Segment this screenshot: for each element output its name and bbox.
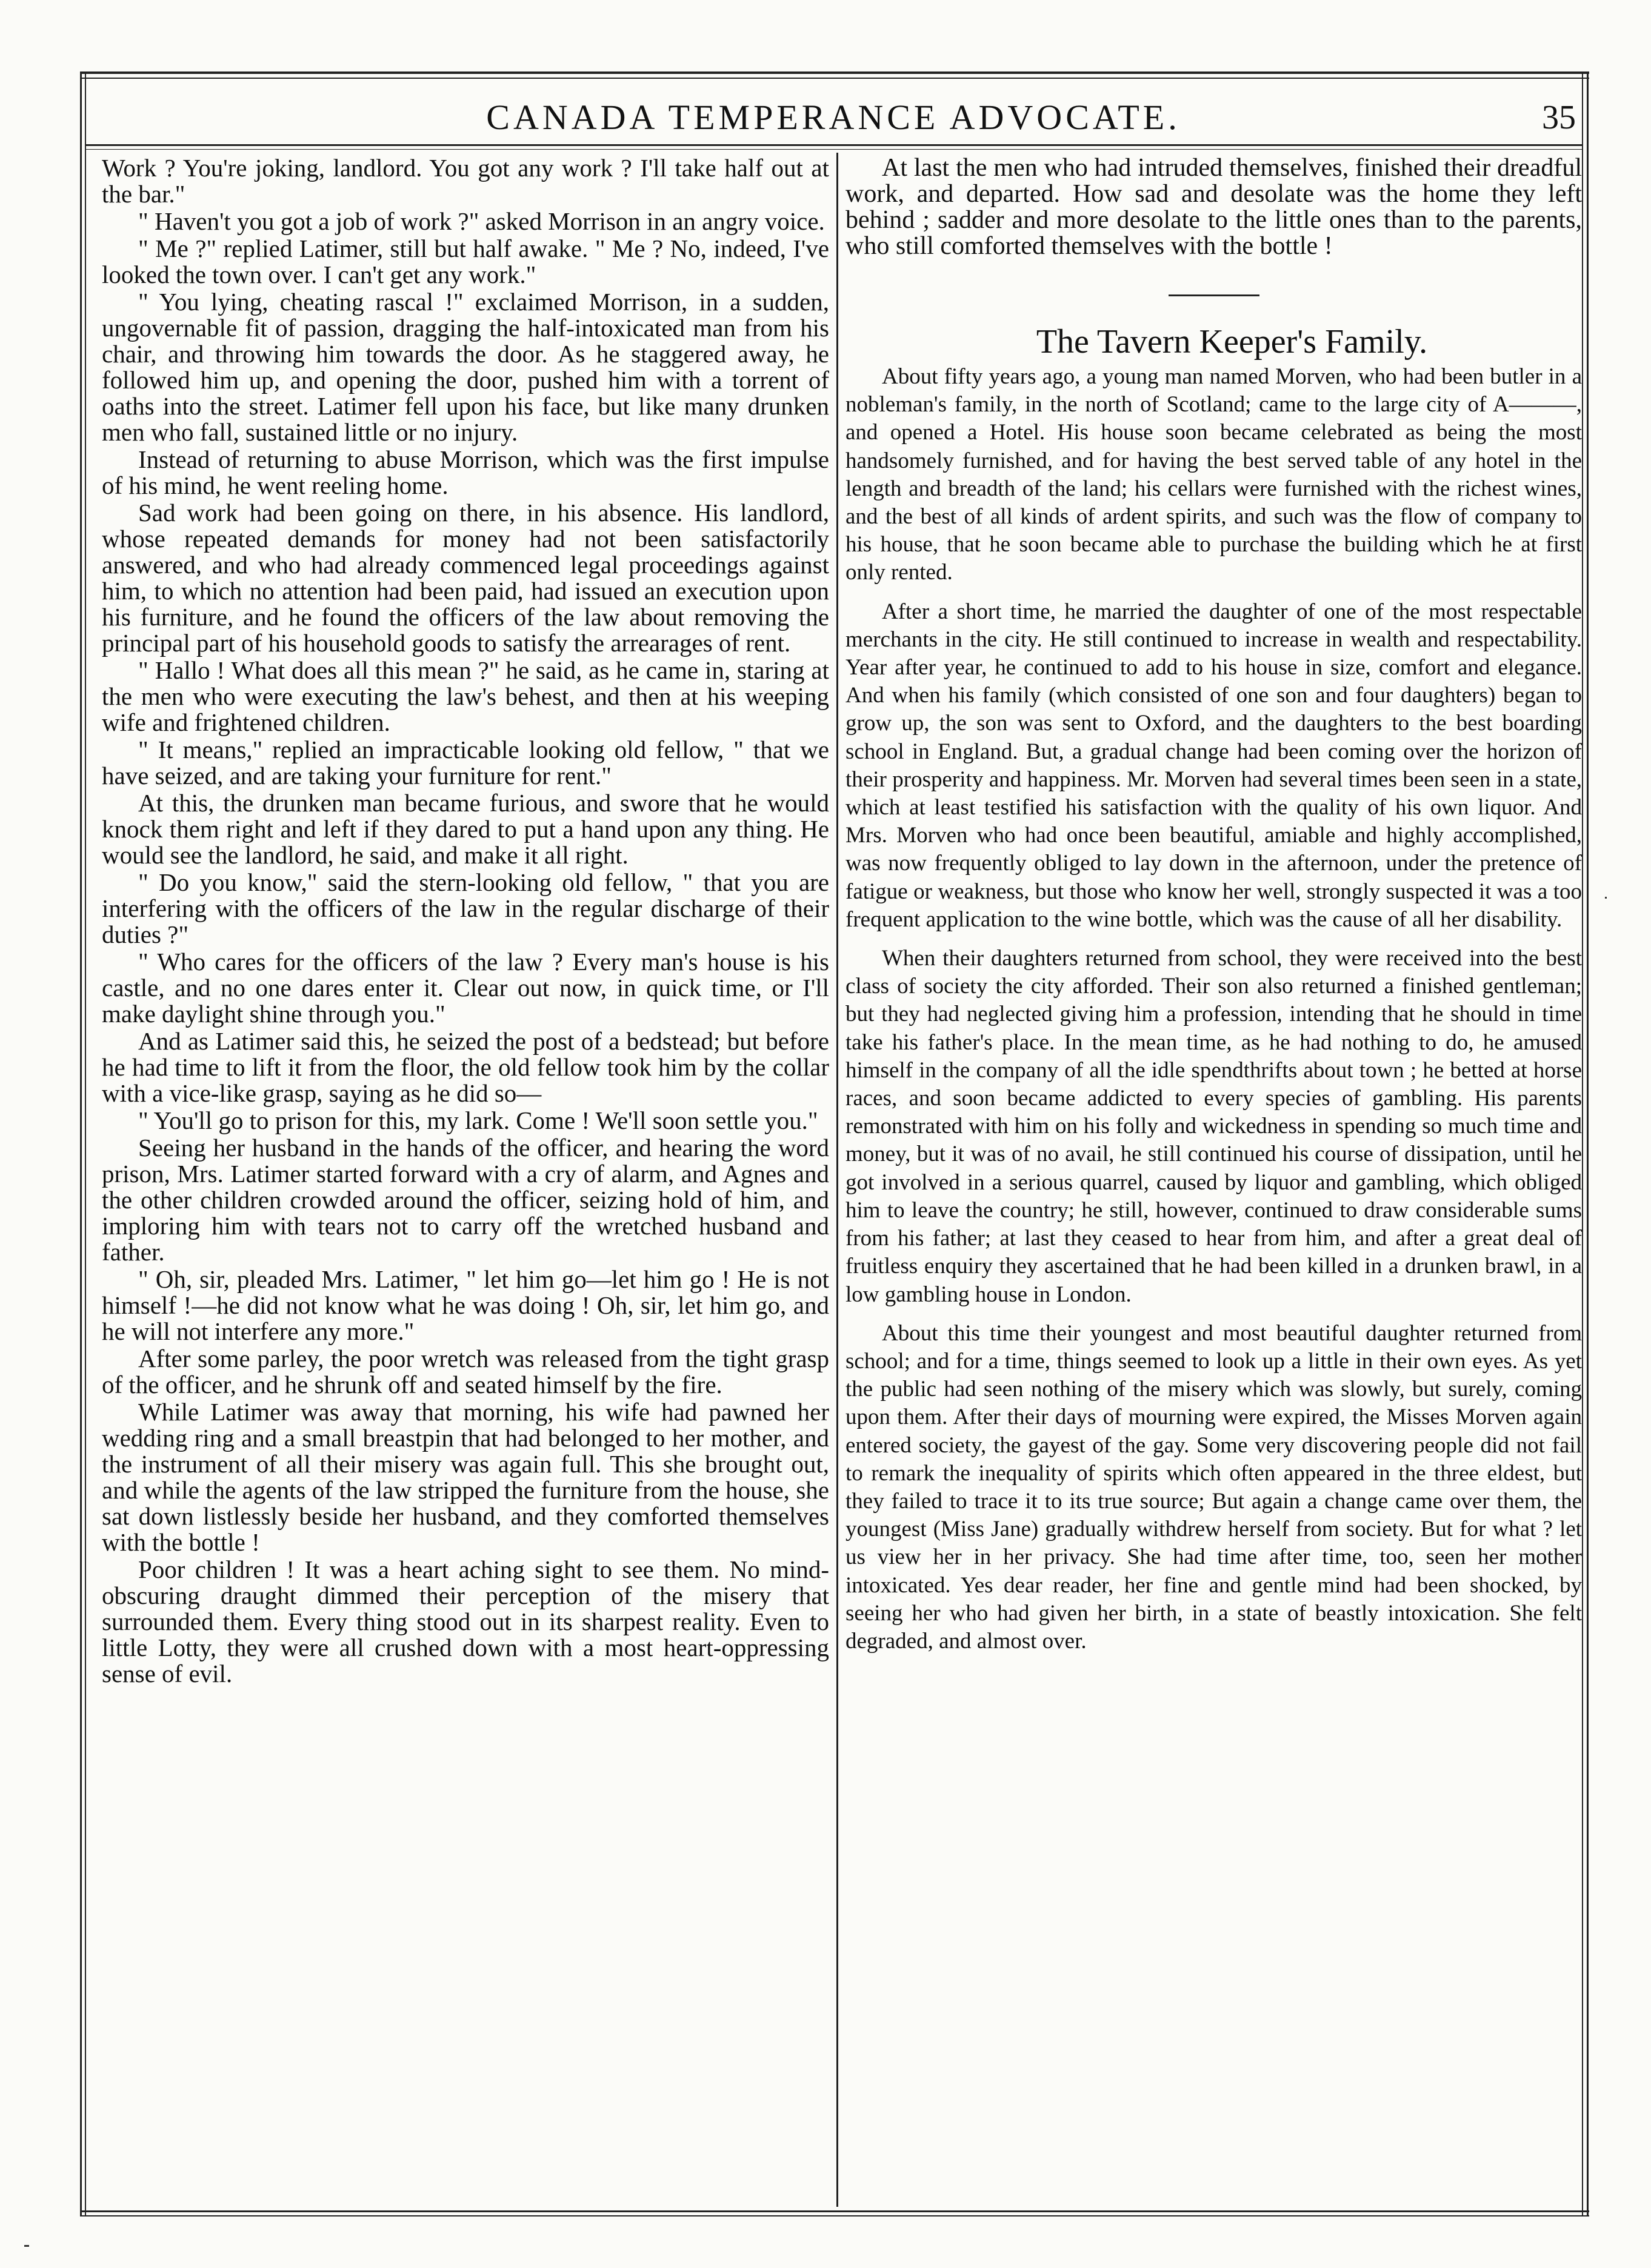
frame-bottom-rule <box>80 2210 1589 2212</box>
frame-top-rule <box>80 71 1589 74</box>
header-rule <box>86 144 1582 146</box>
paragraph: " Who cares for the officers of the law ? Every man's house is his castle, and no one dares enter it. Clear out now, in quick time, or I'll make daylight shine through you." <box>102 948 829 1028</box>
paragraph: " Haven't you got a job of work ?" asked Morrison in an angry voice. <box>138 207 825 235</box>
paragraph: At last the men who had intruded themselves, finished their dreadful work, and departed. How sad and desolate was the home they left behind ; sadder and more desolate to the little ones than to the parents, who still comforted themselves with the bottle ! <box>846 155 1582 260</box>
paragraph: After some parley, the poor wretch was released from the tight grasp of the officer, and he shrunk off and seated himself by the fire. <box>102 1345 829 1398</box>
paragraph: About this time their youngest and most beautiful daughter returned from school; and for a time, things seemed to look up a little in their own eyes. As yet the public had seen nothing of the misery which was slowly, but surely, coming upon them. After their days of mourning were expired, the Misses Morven again entered society, the gayest of the gay. Some very discovering people did not fail to remark the inequality of spirits which often appeared in the three eldest, but they failed to trace it to its true source; But again a change came over them, the youngest (Miss Jane) gradually withdrew herself from society. But for what ? let us view her in her privacy. She had time after time, too, seen her mother intoxicated. Yes dear reader, her fine and gentle mind had been shocked, by seeing her who had given her birth, in a state of beastly intoxication. She felt degraded, and almost over. <box>846 1320 1582 1654</box>
paragraph: " You lying, cheating rascal !" exclaimed Morrison, in a sudden, ungovernable fit of passion, dragging the half-intoxicated man from his chair, and throwing him towards the door. As he staggered away, he followed him up, and opening the door, pushed him with a torrent of oaths into the street. Latimer fell upon his face, but like many drunken men who fall, sustained little or no injury. <box>102 288 829 446</box>
paragraph: " Hallo ! What does all this mean ?" he said, as he came in, staring at the men who were executing the law's behest, and then at his weeping wife and frightened children. <box>102 656 829 736</box>
frame-right-rule <box>1587 71 1589 2216</box>
section-divider <box>1169 294 1259 296</box>
paragraph: " Oh, sir, pleaded Mrs. Latimer, " let him go—let him go ! He is not himself !—he did not know what he was doing ! Oh, sir, let him go, and he will not interfere any more." <box>102 1265 829 1345</box>
paragraph: While Latimer was away that morning, his wife had pawned her wedding ring and a small breastpin that had belonged to her mother, and the instrument of all their misery was again full. This she brought out, and while the agents of the law stripped the furniture from the house, she sat down listlessly beside her husband, and they comforted themselves with the bottle ! <box>102 1398 829 1556</box>
paragraph: Poor children ! It was a heart aching sight to see them. No mind-obscuring draught dimmed their perception of the misery that surrounded them. Every thing stood out in its sharpest reality. Even to little Lotty, they were all crushed down with a most heart-oppressing sense of evil. <box>102 1555 829 1688</box>
paragraph: Sad work had been going on there, in his absence. His landlord, whose repeated demands for money had not been satisfactorily answered, and who had already commenced legal proceedings against him, to which no attention had been paid, had issued an execution upon his furniture, and he found the officers of the law about removing the principal part of his household goods to satisfy the arrearages of rent. <box>102 499 829 657</box>
frame-right-rule-inner <box>1582 71 1583 2216</box>
frame-top-rule-inner <box>80 78 1589 79</box>
paragraph: When their daughters returned from school, they were received into the best class of society the city afforded. Their son also returned a finished gentleman; but they had neglected giving him a profession, intending that he should in time take his father's place. In the mean time, as he had nothing to do, he amused himself in the company of all the idle spendthrifts about town ; he betted at horse races, and soon became addicted to every species of gambling. His parents remonstrated with him on his folly and wickedness in spending so much time and money, but it was of no avail, he still continued his course of dissipation, until he got involved in a serious quarrel, caused by liquor and gambling, which obliged him to leave the country; he still, however, continued to draw considerable sums from his father; at last they ceased to hear from him, and after a great deal of fruitless enquiry they ascertained that he had been killed in a drunken brawl, in a low gambling house in London. <box>846 946 1582 1307</box>
right-column <box>846 155 1582 2209</box>
page-header <box>85 90 1582 145</box>
paragraph: " Do you know," said the stern-looking old fellow, " that you are interfering with the officers of the law in the regular discharge of their duties ?" <box>102 868 829 948</box>
paragraph: Seeing her husband in the hands of the officer, and hearing the word prison, Mrs. Latimer started forward with a cry of alarm, and Agnes and the other children crowded around the officer, seizing hold of him, and imploring him with tears not to carry off the wretched husband and father. <box>102 1134 829 1266</box>
frame-bottom-rule-inner <box>80 2215 1589 2216</box>
paragraph: After a short time, he married the daughter of one of the most respectable merchants in the city. He still continued to increase in wealth and respectability. Year after year, he continued to add to his house in size, comfort and elegance. And when his family (which consisted of one son and four daughters) began to grow up, the son was sent to Oxford, and the daughters to the best boarding school in England. But, a gradual change had been coming over the horizon of their prosperity and happiness. Mr. Morven had several times been seen in a state, which at least testified his satisfaction with the quality of his own liquor. And Mrs. Morven who had once been beautiful, amiable and highly accomplished, was now frequently obliged to lay down in the afternoon, under the pretence of fatigue or weakness, but those who know her well, strongly suspected it was a too frequent application to the wine bottle, which was the cause of all her disability. <box>846 599 1582 932</box>
paragraph: And as Latimer said this, he seized the post of a bedstead; but before he had time to lift it from the floor, the old fellow took him by the collar with a vice-like grasp, saying as he did so— <box>102 1027 829 1107</box>
paragraph: About fifty years ago, a young man named Morven, who had been butler in a nobleman's family, in the north of Scotland; came to the large city of A———, and opened a Hotel. His house soon became celebrated as being the most handsomely furnished, and for having the best served table of any hotel in the length and breadth of the land; his cellars were furnished with the richest wines, and the best of all kinds of ardent spirits, and such was the flow of company to his house, that he soon became able to purchase the building which he at first only rented. <box>846 364 1582 585</box>
left-column <box>102 155 829 2209</box>
paragraph: Instead of returning to abuse Morrison, which was the first impulse of his mind, he went reeling home. <box>102 445 829 499</box>
frame-left-rule <box>80 71 82 2216</box>
article-title: The Tavern Keeper's Family. <box>1036 323 1428 361</box>
scan-speck <box>1605 897 1607 899</box>
paragraph: " You'll go to prison for this, my lark. Come ! We'll soon settle you." <box>138 1106 818 1134</box>
column-divider <box>836 153 838 2207</box>
scan-speck <box>24 2245 29 2247</box>
paragraph: Work ? You're joking, landlord. You got any work ? I'll take half out at the bar." <box>102 155 829 208</box>
paragraph: " Me ?" replied Latimer, still but half awake. " Me ? No, indeed, I've looked the town over. I can't get any work." <box>102 234 829 288</box>
paragraph: " It means," replied an impracticable looking old fellow, " that we have seized, and are taking your furniture for rent." <box>102 736 829 790</box>
header-rule-thin <box>86 149 1582 150</box>
paragraph: At this, the drunken man became furious, and swore that he would knock them right and left if they dared to put a hand upon any thing. He would see the landlord, he said, and make it all right. <box>102 789 829 869</box>
page-number: 35 <box>1542 99 1576 136</box>
publication-title: CANADA TEMPERANCE ADVOCATE. <box>486 98 1181 137</box>
frame-left-rule-inner <box>85 71 86 2216</box>
